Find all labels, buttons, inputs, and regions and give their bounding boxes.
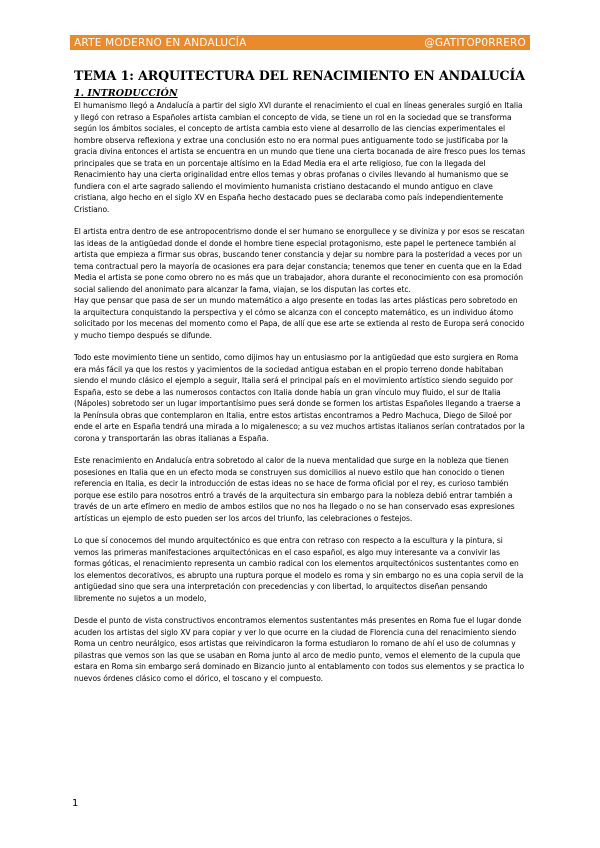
paragraph: Lo que sí conocemos del mundo arquitectónico es que entra con retraso con respecto a la escultura y la pintura, si vemos las primeras manifestaciones arquitectónicas en el caso español, es algo muy interesante va a convivir las formas góticas, el renacimiento representa un cambio radical con los elementos arquitectónicos sustentantes como en los elementos decorativos, es abrupto una ruptura porque el modelo es roma y sin embargo no es una copia servil de la antigüedad sino que sera una interpretación con precedencias y con libertad, lo arquitectos diseñan pensando libremente no sujetos a un modelo, [74, 536, 524, 603]
document-body [74, 68, 526, 684]
paragraph: Este renacimiento en Andalucía entra sobretodo al calor de la nueva mentalidad que surge en la nobleza que tienen posesiones en Italia que en un efecto moda se construyen sus domicilios al nuevo estilo que han conocido o tienen referencia en Italia, es decir la introducción de estas ideas no se hace de forma oficial por el rey, es curioso también porque ese estilo para nosotros entró a través de la arquitectura sin embargo para la nobleza debió entrar también a través de un arte efímero en medio de ambos estilos que no nos ha llegado o no se han conservado esas expresiones artísticas un ejemplo de esto pueden ser los arcos del triunfo, las celebraciones o festejos. [74, 456, 515, 523]
paragraph: Desde el punto de vista constructivos encontramos elementos sustentantes más presentes en Roma fue el lugar donde acuden los artistas del siglo XV para copiar y ver lo que ocurre en la ciudad de Florencia cuna del renacimiento siendo Roma un centro neurálgico, esos artistas que reivindicaron la forma estudiaron lo romano de ahí el uso de columnas y pilastras que vemos son las que se usaban en Roma junto al arco de medio punto, vemos el elemento de la cupula que estara en Roma sin embargo será dominado en Bizancio junto al entablamento con todos sus elementos y se practica lo nuevos órdenes clásico como el dórico, el toscano y el compuesto. [74, 616, 525, 683]
page-title: TEMA 1: ARQUITECTURA DEL RENACIMIENTO EN ANDALUCÍA [74, 68, 525, 83]
header-author-handle: @GATITOP0RRERO [424, 36, 526, 49]
document-header [70, 35, 530, 50]
header-course-title: ARTE MODERNO EN ANDALUCÍA [74, 36, 247, 49]
paragraph: El humanismo llegó a Andalucía a partir del siglo XVI durante el renacimiento el cual en líneas generales surgió en Italia y llegó con retraso a Españoles artista cambian el concepto de vida, se tiene un rol en la sociedad que se transforma según los ámbitos sociales, el concepto de artista cambia esto viene al desarrollo de las ciencias experimentales el hombre observa reflexiona y extrae una conclusión esto no era normal pues antiguamente todo se justificaba por la gracia divina entonces el artista se encuentra en un mundo que tiene una cierta bocanada de aire fresco pues los temas principales que se trata en un porcentaje altísimo en la Edad Media era el arte religioso, fue con la llegada del Renacimiento hay una cierta originalidad entre ellos temas y obras profanas o civiles llevando al humanismo que se fundiera con el arte sagrado saliendo el movimiento humanista cristiano destacando el mundo antiguo en clave cristiana, algo hecho en el siglo XV en España hecho destacado pues se declaraba como país independientemente Cristiano. [74, 101, 526, 214]
paragraph: Todo este movimiento tiene un sentido, como dijimos hay un entusiasmo por la antigüedad que esto surgiera en Roma era más fácil ya que los restos y yacimientos de la sociedad antigua estaban en el propio terreno donde habitaban siendo el mundo clásico el ejemplo a seguir, Italia será el principal país en el movimiento artístico siendo seguido por España, esto se debe a las numerosos contactos con Italia donde había un gran vínculo muy fluido, el sur de Italia (Nápoles) sobretodo ser un lugar importantísimo pues será donde se formen los artistas Españoles llegando a traerse a la Península obras que contemplaron en Italia, entre estos artistas encontramos a Pedro Machuca, Diego de Siloé por ende el arte en España tendrá una mirada a lo migalenesco; a su vez muchos artistas italianos serían contratados por la corona y transportarán las obras italianas a España. [74, 353, 525, 443]
paragraph: Hay que pensar que pasa de ser un mundo matemático a algo presente en todas las artes plásticas pero sobretodo en la arquitectura conquistando la perspectiva y el cómo se alcanza con el concepto matemático, es un individuo átomo solicitado por los mecenas del momento como el Papa, de allí que ese arte se extienda al resto de Europa será conocido y mucho tiempo después se difunde. [74, 296, 525, 340]
page-number: 1 [72, 798, 79, 809]
section-heading: 1. INTRODUCCIÓN [74, 88, 178, 99]
paragraph: El artista entra dentro de ese antropocentrismo donde el ser humano se enorgullece y se diviniza y por esos se rescatan las ideas de la antigüedad donde el donde el hombre tiene especial protagonismo, este papel le pertenece también al artista que empieza a firmar sus obras, buscando tener constancia y dejar su nombre para la posteridad a veces por un tema contractual pero la mayoría de ocasiones era para dejar constancia; tenemos que tener en cuenta que en la Edad Media el artista se pone como obrero no es más que un trabajador, ahora durante el reconocimiento con esa promoción social saliendo del anonimato para alcanzar la fama, viajan, se los disputan las cortes etc. [74, 227, 525, 294]
